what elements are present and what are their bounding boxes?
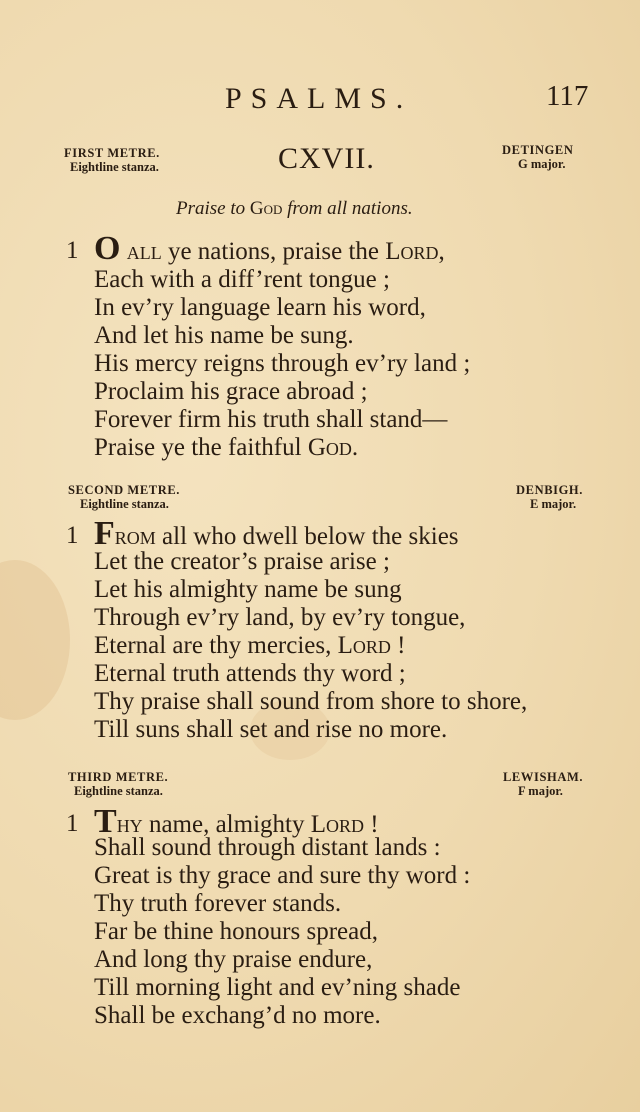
- tune-key-first: G major.: [518, 157, 566, 171]
- verse-line: Eternal truth attends thy word ;: [94, 660, 406, 687]
- metre-label-second: SECOND METRE.: [68, 483, 180, 497]
- verse-line: Proclaim his grace abroad ;: [94, 378, 368, 405]
- tune-name-first: DETINGEN: [502, 143, 574, 157]
- verse-line: Forever firm his truth shall stand—: [94, 406, 448, 433]
- verse-line: Thy truth forever stands.: [94, 890, 342, 917]
- tune-name-third: LEWISHAM.: [503, 770, 584, 784]
- verse-line: Let the creator’s praise arise ;: [94, 548, 390, 575]
- verse-number: 1: [66, 810, 79, 837]
- verse-number: 1: [66, 522, 79, 549]
- tune-key-third: F major.: [518, 784, 563, 798]
- running-header-title: PSALMS.: [225, 82, 413, 115]
- verse-line: Far be thine honours spread,: [94, 918, 378, 945]
- metre-label-third: THIRD METRE.: [68, 770, 169, 784]
- verse-last-line: Praise ye the faithful God.: [94, 434, 359, 461]
- verse-first-line: O all ye nations, praise the Lord,: [94, 230, 445, 267]
- verse-line: Through ev’ry land, by ev’ry tongue,: [94, 604, 466, 631]
- stanza-label-first: Eightline stanza.: [70, 160, 159, 174]
- verse-number: 1: [66, 237, 79, 264]
- stanza-label-second: Eightline stanza.: [80, 497, 169, 511]
- metre-label-first: FIRST METRE.: [64, 146, 160, 160]
- verse-first-line: From all who dwell below the skies: [94, 515, 459, 552]
- psalm-subtitle: Praise to God from all nations.: [176, 198, 413, 219]
- psalm-number: CXVII.: [278, 142, 375, 175]
- verse-line: Till morning light and ev’ning shade: [94, 974, 461, 1001]
- verse-line: And let his name be sung.: [94, 322, 354, 349]
- verse-line: Shall be exchang’d no more.: [94, 1002, 381, 1029]
- verse-line: Great is thy grace and sure thy word :: [94, 862, 471, 889]
- stanza-label-third: Eightline stanza.: [74, 784, 163, 798]
- tune-key-second: E major.: [530, 497, 577, 511]
- paper-stain: [0, 560, 70, 720]
- verse-line: And long thy praise endure,: [94, 946, 373, 973]
- verse-line: Till suns shall set and rise no more.: [94, 716, 448, 743]
- verse-line: Each with a diff’rent tongue ;: [94, 266, 390, 293]
- tune-name-second: DENBIGH.: [516, 483, 583, 497]
- page-number: 117: [546, 80, 589, 112]
- verse-line: His mercy reigns through ev’ry land ;: [94, 350, 471, 377]
- verse-line: Shall sound through distant lands :: [94, 834, 441, 861]
- verse-line: Thy praise shall sound from shore to shore,: [94, 688, 528, 715]
- verse-line: Eternal are thy mercies, Lord !: [94, 632, 406, 659]
- verse-first-line: Thy name, almighty Lord !: [94, 803, 379, 840]
- verse-line: Let his almighty name be sung: [94, 576, 402, 603]
- verse-line: In ev’ry language learn his word,: [94, 294, 426, 321]
